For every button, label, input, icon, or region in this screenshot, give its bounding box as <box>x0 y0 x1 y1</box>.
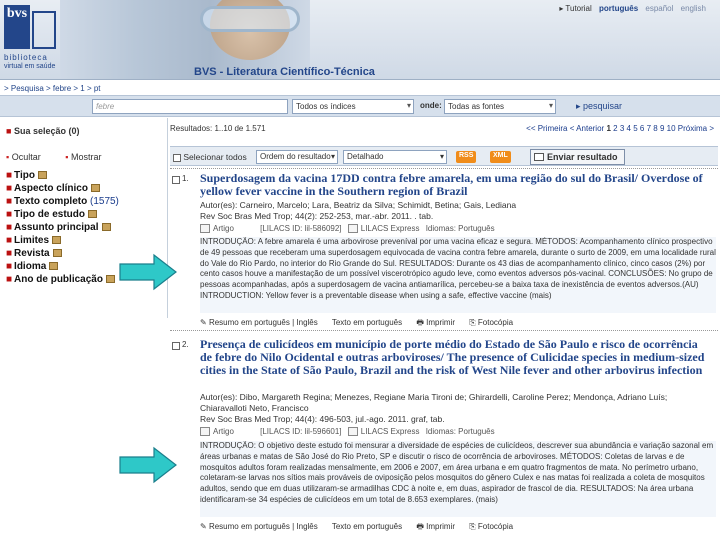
result-journal: Rev Soc Bras Med Trop; 44(2): 252-253, mar.-abr. 2011. . tab. <box>200 211 434 221</box>
bvs-logo-square <box>32 11 56 49</box>
copy-label: Fotocópia <box>477 318 514 327</box>
chart-icon[interactable] <box>91 184 100 192</box>
order-select[interactable]: Ordem do resultado ▾ <box>256 150 338 164</box>
selection-row <box>6 126 80 136</box>
fulltext-link[interactable]: Texto em português <box>331 318 403 327</box>
summary-link[interactable]: ✎ Resumo em português | Inglês <box>200 522 318 531</box>
hide-show-row <box>6 152 101 162</box>
filter-count-link[interactable]: (1575) <box>89 196 119 207</box>
filter-ano-de-publicacao[interactable] <box>6 274 115 285</box>
article-type: Artigo <box>213 224 234 233</box>
copy-icon: ⎘ <box>469 318 476 327</box>
lilacs-id[interactable]: LILACS ID: lil-596601 <box>262 427 340 436</box>
pager-page-5[interactable]: 5 <box>633 124 638 133</box>
header-photo-goggles <box>200 6 300 32</box>
tutorial-link[interactable]: ▸ Tutorial <box>559 4 592 13</box>
show-icon: ▪ <box>65 152 69 162</box>
result-separator <box>170 168 718 169</box>
top-links <box>554 4 706 13</box>
summary-link-label: Resumo em português <box>208 522 290 531</box>
lilacs-express-icon <box>348 224 358 233</box>
xml-button[interactable]: XML <box>490 151 511 163</box>
filter-idioma[interactable] <box>6 261 58 272</box>
result-source-row: Artigo [LILACS ID: lil-596601] LILACS Express Idiomas: Português <box>200 427 495 436</box>
chart-icon[interactable] <box>38 171 47 179</box>
result-checkbox[interactable] <box>172 342 180 350</box>
article-icon <box>200 427 210 436</box>
lilacs-express[interactable]: LILACS Express <box>360 224 420 233</box>
arrow-annotation-2 <box>118 446 178 484</box>
filter-label: Revista <box>14 248 50 259</box>
summary-link[interactable]: ✎ Resumo em português | Inglês <box>200 318 318 327</box>
pager-page-4[interactable]: 4 <box>626 124 631 133</box>
source-select[interactable]: Todas as fontes ▾ <box>444 99 556 114</box>
print-link[interactable] <box>416 522 455 531</box>
result-actions <box>200 317 525 331</box>
pager-page-6[interactable]: 6 <box>639 124 645 133</box>
bvs-logo-line1: biblioteca <box>4 53 48 62</box>
bvs-logo-mark: bvs <box>4 5 30 49</box>
search-button-label: pesquisar <box>583 101 623 111</box>
filter-label: Limites <box>14 235 50 246</box>
filter-label: Texto completo <box>14 196 88 207</box>
result-journal: Rev Soc Bras Med Trop; 44(4): 496-503, jul.-ago. 2011. graf, tab. <box>200 414 445 424</box>
chart-icon[interactable] <box>49 262 58 270</box>
lang-espanol[interactable]: español <box>645 4 674 13</box>
print-label: Imprimir <box>426 522 456 531</box>
filter-revista[interactable] <box>6 248 62 259</box>
article-type: Artigo <box>213 427 234 436</box>
filter-label: Tipo <box>14 170 35 181</box>
result-title[interactable]: Superdosagem da vacina 17DD contra febre amarela, em uma região do sul do Brasil/ Overdose of yellow fever vaccine in the Southern region of Brazil <box>200 171 703 198</box>
filter-label: Ano de publicação <box>14 274 103 285</box>
where-label: onde: <box>420 101 442 110</box>
result-authors: Autor(es): Dibo, Margareth Regina; Menezes, Regiane Maria Tironi de; Ghirardelli, Caroline Perez; Mendonça, Adriano Luís; Chiaravalloti Neto, Francisco <box>200 392 668 413</box>
rss-button[interactable]: RSS <box>456 151 476 163</box>
result-actions <box>200 521 525 535</box>
english-link[interactable]: Inglês <box>296 522 318 531</box>
print-link[interactable] <box>416 318 455 327</box>
result-authors: Autor(es): Carneiro, Marcelo; Lara, Beatriz da Silva; Schimidt, Betina; Gais, Lediana <box>200 200 517 210</box>
english-link[interactable]: Inglês <box>296 318 318 327</box>
lang-portugues[interactable]: português <box>599 4 639 13</box>
selection-label: Sua seleção <box>13 126 66 136</box>
filter-label: Assunto principal <box>14 222 99 233</box>
result-source-row: Artigo [LILACS ID: lil-586092] LILACS Express Idiomas: Português <box>200 224 495 233</box>
filter-label: Tipo de estudo <box>14 209 85 220</box>
arrow-annotation-1 <box>118 253 178 291</box>
breadcrumb[interactable]: > Pesquisa > febre > 1 > pt <box>4 84 101 93</box>
lilacs-express-icon <box>348 427 358 436</box>
abstract-pt: INTRODUÇÃO: O objetivo deste estudo foi mensurar a diversidade de espécies de culicídeos, descrever sua abundância e variação sazonal em áreas urbanas e matas de São José do Rio Preto, SP e discutir o risco de ocorrência de arboviroses. MÉTODOS: Coletas de larvas e de mosquitos adultos foram realizadas mensalmente, em 2006 e 2007, em área urbana e em quatro fragmentos de mata. No perímetro urbano, coletaram-se larvas nos sítios mais prováveis de oviposição pelos mosquitos do gênero Culex e nas matas foi realizada a coleta de mosquitos adultos, sendo que em duas utilizaram-se armadilhas CDC à noite e, em duas, aspirador de frascol de dia. RESULTADOS: Na área urbana identificaram-se 34 espécies de culicídeos em um total de 8.653 exemplares. (mais) <box>200 441 714 504</box>
copy-icon: ⎘ <box>469 522 476 531</box>
hide-button[interactable]: Ocultar <box>11 152 41 162</box>
field-select[interactable]: Todos os índices ▾ <box>292 99 414 114</box>
article-icon <box>200 224 210 233</box>
result-number: 1. <box>182 174 189 183</box>
filter-bullet-icon: ■ <box>6 235 13 246</box>
selection-count: (0) <box>68 126 80 136</box>
filter-bullet-icon: ■ <box>6 248 13 259</box>
languages-value: Português <box>458 427 495 436</box>
pager-page-3[interactable]: 3 <box>619 124 625 133</box>
search-button[interactable]: ▸ pesquisar <box>576 101 623 111</box>
chart-icon[interactable] <box>106 275 115 283</box>
filter-bullet-icon: ■ <box>6 222 13 233</box>
pager-page-7[interactable]: 7 <box>646 124 652 133</box>
copy-link[interactable] <box>469 318 513 327</box>
result-abstract <box>200 237 716 313</box>
filter-bullet-icon: ■ <box>6 261 13 272</box>
filter-bullet-icon: ■ <box>6 209 13 220</box>
pager-page-1[interactable]: 1 <box>606 124 611 133</box>
chart-icon[interactable] <box>88 210 97 218</box>
chart-icon[interactable] <box>52 236 61 244</box>
lang-english[interactable]: english <box>680 4 706 13</box>
search-bar <box>0 95 720 117</box>
filter-bullet-icon: ■ <box>6 196 13 207</box>
pager-next[interactable]: Próxima > <box>677 124 714 133</box>
chart-icon[interactable] <box>53 249 62 257</box>
chart-icon[interactable] <box>102 223 111 231</box>
results-summary: Resultados: 1..10 de 1.571 <box>170 124 266 133</box>
abstract-pt: INTRODUÇÃO: A febre amarela é uma arbovirose preveníval por uma vacina eficaz e segura. MÉTODOS: Acompanhamento clínico prospectivo de 49 pessoas que receberam uma superdosagem equivocada de vacina contra febre amarela, durante o surto de 2009, em uma localidade rural do Vale do Rio Pardo, no interior do Rio Grande do Sul. RESULTADOS: Durante os 43 dias de acompanhamento clínico, cinco casos (2%) por cento casos houve a manifestação de um possível viscerotrópico agudo leve, como eventos adversos pós-vacinal. CONCLUSÕES: No grupo de pessoas acompanhadas, após a superdosagem de vacina antiamarílica, percebeu-se a baixa taxa de inexistência de eventos adversos.(AU) <box>200 237 716 290</box>
printer-icon: 🖶 <box>416 522 424 531</box>
filter-assunto-principal[interactable] <box>6 222 111 233</box>
languages-label: Idiomas: <box>425 224 456 233</box>
copy-label: Fotocópia <box>477 522 514 531</box>
pager-page-8[interactable]: 8 <box>653 124 658 133</box>
selection-bullet-icon: ■ <box>6 126 12 136</box>
hide-icon: ▪ <box>6 152 10 162</box>
select-all-checkbox[interactable] <box>173 154 181 162</box>
filter-texto-completo[interactable] <box>6 196 119 207</box>
pager-page-9[interactable]: 9 <box>659 124 665 133</box>
abstract-en[interactable]: INTRODUCTION: Yellow fever is a preventable disease when using a safe, effective vaccine (mais) <box>200 290 552 300</box>
search-input[interactable]: febre <box>92 99 288 114</box>
filter-tipo-de-estudo[interactable] <box>6 209 97 220</box>
filter-limites[interactable] <box>6 235 61 246</box>
select-all[interactable] <box>173 152 247 162</box>
send-result-button[interactable] <box>530 149 625 165</box>
print-label: Imprimir <box>426 318 456 327</box>
filter-tipo[interactable] <box>6 170 47 181</box>
bvs-logo-line2: virtual em saúde <box>4 63 56 70</box>
bvs-logo[interactable] <box>2 3 60 73</box>
envelope-icon <box>534 153 544 161</box>
results-toolbar <box>170 146 718 166</box>
printer-icon: 🖶 <box>416 318 424 327</box>
page-title: BVS - Literatura Científico-Técnica <box>194 66 375 78</box>
pager-page-2[interactable]: 2 <box>613 124 618 133</box>
languages-value: Português <box>458 224 495 233</box>
show-button[interactable]: Mostrar <box>70 152 102 162</box>
select-all-label: Selecionar todos <box>183 152 247 162</box>
result-separator <box>170 330 718 331</box>
filter-label: Idioma <box>14 261 47 272</box>
filter-label: Aspecto clínico <box>14 183 88 194</box>
send-result-label: Enviar resultado <box>547 152 618 162</box>
result-checkbox[interactable] <box>172 176 180 184</box>
filter-bullet-icon: ■ <box>6 274 13 285</box>
detail-select[interactable]: Detalhado ▾ <box>343 150 447 164</box>
filter-bullet-icon: ■ <box>6 170 13 181</box>
lilacs-express[interactable]: LILACS Express <box>360 427 420 436</box>
pager <box>526 124 714 133</box>
result-title[interactable]: Presença de culicídeos em município de porte médio do Estado de São Paulo e risco de ocorrência de febre do Nilo Ocidental e outras arboviroses/ The presence of Culicidae species in medium-sized cities in the State of São Paulo, Brazil and the risk of West Nile fever and other arbovirus infection <box>200 337 705 377</box>
lilacs-id[interactable]: LILACS ID: lil-586092 <box>262 224 340 233</box>
site-header <box>0 0 720 80</box>
filter-aspecto-clinico[interactable] <box>6 183 100 194</box>
copy-link[interactable] <box>469 522 513 531</box>
summary-link-label: Resumo em português <box>208 318 290 327</box>
pager-page-10[interactable]: 10 <box>666 124 676 133</box>
filter-bullet-icon: ■ <box>6 183 13 194</box>
fulltext-link[interactable]: Texto em português <box>331 522 403 531</box>
result-number: 2. <box>182 340 189 349</box>
tutorial-label: Tutorial <box>565 4 592 13</box>
languages-label: Idiomas: <box>425 427 456 436</box>
result-abstract <box>200 441 716 517</box>
pager-prev[interactable]: << Primeira < Anterior <box>526 124 605 133</box>
